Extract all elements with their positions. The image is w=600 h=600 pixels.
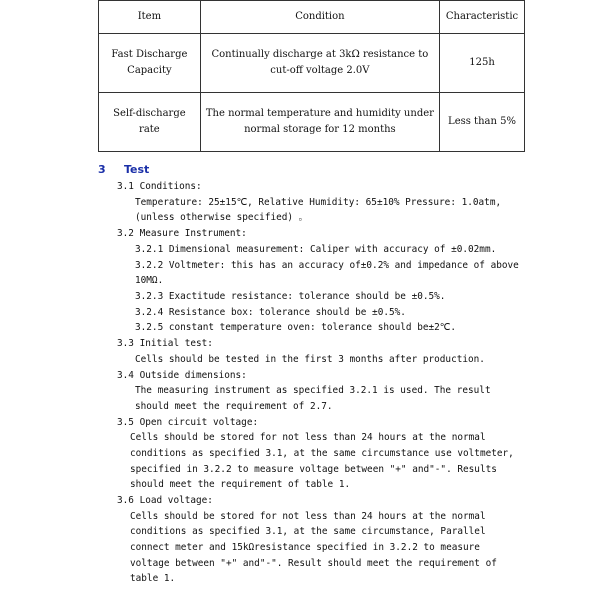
cell-text: Capacity — [127, 65, 172, 76]
cell-text: normal storage for 12 months — [244, 124, 396, 135]
body-line: 3.2.1 Dimensional measurement: Caliper with accuracy of ±0.02mm. — [135, 244, 497, 255]
cell-text: rate — [139, 124, 160, 135]
header-characteristic: Characteristic — [440, 1, 525, 34]
body-line: Cells should be stored for not less than 24 hours at the normal — [130, 432, 486, 443]
body-line: 3.2.4 Resistance box: tolerance should be ±0.5%. — [135, 307, 406, 318]
cell-text: The normal temperature and humidity under — [205, 108, 434, 119]
header-item: Item — [99, 1, 201, 34]
body-line: table 1. — [130, 573, 176, 584]
cell-item — [99, 93, 201, 152]
cell-text: Continually discharge at 3kΩ resistance to — [211, 49, 429, 60]
section-title: Test — [124, 163, 150, 176]
cell-item — [99, 34, 201, 93]
body-line: connect meter and 15kΩresistance specified in 3.2.2 to measure — [130, 542, 480, 553]
body-line: voltage between "+" and"-". Result should meet the requirement of — [130, 558, 497, 569]
cell-text: Fast Discharge — [111, 49, 188, 60]
body-line: 3.2.3 Exactitude resistance: tolerance should be ±0.5%. — [135, 291, 446, 302]
cell-value: Less than 5% — [440, 93, 525, 152]
subsection-heading: 3.6 Load voltage: — [117, 495, 213, 506]
characteristics-table — [98, 0, 525, 152]
table-row — [99, 34, 525, 93]
body-line: conditions as specified 3.1, at the same circumstance use voltmeter, — [130, 448, 514, 459]
body-line: should meet the requirement of 2.7. — [135, 401, 333, 412]
cell-condition — [200, 34, 439, 93]
subsection-heading: 3.5 Open circuit voltage: — [117, 417, 259, 428]
section-heading — [98, 163, 149, 176]
body-line: Cells should be stored for not less than 24 hours at the normal — [130, 511, 486, 522]
body-line: 3.2.5 constant temperature oven: tolerance should be±2℃. — [135, 322, 456, 333]
subsection-heading: 3.1 Conditions: — [117, 181, 202, 192]
header-condition: Condition — [200, 1, 439, 34]
body-line: should meet the requirement of table 1. — [130, 479, 351, 490]
body-line: 3.2.2 Voltmeter: this has an accuracy of±0.2% and impedance of above — [135, 260, 519, 271]
body-line: Cells should be tested in the first 3 months after production. — [135, 354, 485, 365]
subsection-heading: 3.2 Measure Instrument: — [117, 228, 247, 239]
subsection-heading: 3.3 Initial test: — [117, 338, 213, 349]
cell-condition — [200, 93, 439, 152]
table-header-row — [99, 1, 525, 34]
subsection-heading: 3.4 Outside dimensions: — [117, 370, 247, 381]
cell-text: cut-off voltage 2.0V — [270, 65, 370, 76]
body-line: 10MΩ. — [135, 275, 164, 286]
section-number: 3 — [98, 163, 106, 176]
body-line: (unless otherwise specified) 。 — [135, 212, 309, 223]
body-line: conditions as specified 3.1, at the same circumstance, Parallel — [130, 526, 486, 537]
cell-text: Self-discharge — [113, 108, 186, 119]
body-line: specified in 3.2.2 to measure voltage between "+" and"-". Results — [130, 464, 497, 475]
body-line: Temperature: 25±15℃, Relative Humidity: 65±10% Pressure: 1.0atm, — [135, 197, 502, 208]
table-row — [99, 93, 525, 152]
body-line: The measuring instrument as specified 3.2.1 is used. The result — [135, 385, 491, 396]
cell-value: 125h — [440, 34, 525, 93]
